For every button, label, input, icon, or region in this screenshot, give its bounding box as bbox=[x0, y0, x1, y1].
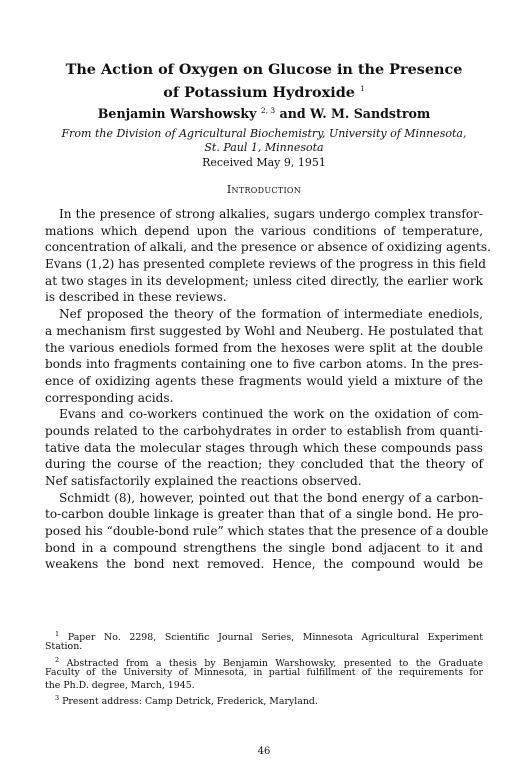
body-line: concentration of alkali, and the presence or absence of oxidizing agents. bbox=[45, 240, 491, 255]
affiliation-line-1: From the Division of Agricultural Biochemistry, University of Minnesota, bbox=[61, 127, 467, 140]
author-1: Benjamin Warshowsky bbox=[97, 106, 257, 122]
footnote-text: the Ph.D. degree, March, 1945. bbox=[45, 679, 195, 691]
article-title-line-2 bbox=[50, 79, 478, 102]
title-text-1: The Action of Oxygen on Glucose in the Presence bbox=[65, 61, 463, 78]
footnote-text: Present address: Camp Detrick, Frederick, Maryland. bbox=[62, 696, 318, 708]
footnote-mark: 3 bbox=[55, 694, 60, 703]
body-line: Evans and co-workers continued the work on the oxidation of com- bbox=[59, 407, 483, 422]
body-line: Nef satisfactorily explained the reactions observed. bbox=[45, 474, 362, 488]
body-line: bond in a compound strengthens the single bond adjacent to it and bbox=[45, 540, 483, 555]
body-line: pounds related to the carbohydrates in order to establish from quanti- bbox=[45, 423, 483, 438]
author-1-footnote-marks: 2, 3 bbox=[260, 106, 276, 115]
footnote-mark: 2 bbox=[55, 655, 60, 664]
section-heading: Introduction bbox=[226, 183, 302, 196]
footnote-text: Station. bbox=[45, 640, 83, 652]
body-line: the various enediols formed from the hexoses were split at the double bbox=[45, 340, 483, 355]
page-number: 46 bbox=[257, 746, 271, 757]
footnote-line bbox=[45, 692, 483, 708]
body-line: In the presence of strong alkalies, sugars undergo complex transfor- bbox=[59, 207, 483, 221]
footnote-text: Abstracted from a thesis by Benjamin Warshowsky, presented to the Graduate bbox=[66, 657, 483, 669]
author-conjunction: and bbox=[279, 106, 306, 122]
body-line: mations which depend upon the various conditions of temperature, bbox=[45, 223, 483, 238]
body-line: Evans (1,2) has presented complete reviews of the progress in this field bbox=[45, 257, 486, 272]
body-line: bonds into fragments containing one to five carbon atoms. In the pres- bbox=[45, 357, 483, 372]
footnote-line bbox=[45, 680, 483, 693]
body-line: during the course of the reaction; they concluded that the theory of bbox=[45, 457, 483, 472]
body-line: posed his “double-bond rule” which states that the presence of a double bbox=[45, 524, 489, 539]
author-2: W. M. Sandstrom bbox=[310, 106, 431, 122]
footnote-text: Paper No. 2298, Scientific Journal Series, Minnesota Agricultural Experiment bbox=[67, 632, 484, 644]
article-title-line-1 bbox=[50, 60, 478, 79]
body-line: corresponding acids. bbox=[45, 390, 174, 405]
body-line: Nef proposed the theory of the formation of intermediate enediols, bbox=[59, 307, 483, 322]
footnote-line bbox=[45, 654, 483, 667]
title-text-2: of Potassium Hydroxide bbox=[163, 83, 355, 101]
body-line: ence of oxidizing agents these fragments would yield a mixture of the bbox=[45, 373, 483, 388]
footnotes bbox=[45, 628, 484, 708]
body-line: tative data the molecular stages through which these compounds pass bbox=[45, 440, 483, 455]
affiliation-line-2: St. Paul 1, Minnesota bbox=[204, 141, 324, 154]
footnote-mark: 1 bbox=[55, 630, 60, 638]
received-date: Received May 9, 1951 bbox=[202, 156, 326, 169]
body-line: is described in these reviews. bbox=[45, 290, 227, 305]
footnote-text: Faculty of the University of Minnesota, in partial fulfillment of the requirements for bbox=[45, 666, 483, 678]
body-line: at two stages in its development; unless cited directly, the earlier work bbox=[45, 273, 483, 288]
body-line: to-carbon double linkage is greater than that of a single bond. He pro- bbox=[45, 507, 483, 522]
author-line bbox=[50, 103, 478, 122]
footnote-line bbox=[45, 667, 483, 680]
body-line: Schmidt (8), however, pointed out that the bond energy of a carbon- bbox=[59, 490, 483, 505]
footnote-line bbox=[45, 628, 484, 644]
body-line: weakens the bond next removed. Hence, the compound would be bbox=[45, 557, 483, 572]
body-line: a mechanism first suggested by Wohl and Neuberg. He postulated that bbox=[45, 323, 483, 338]
title-footnote-mark: 1 bbox=[359, 84, 365, 93]
body-text bbox=[45, 206, 491, 573]
